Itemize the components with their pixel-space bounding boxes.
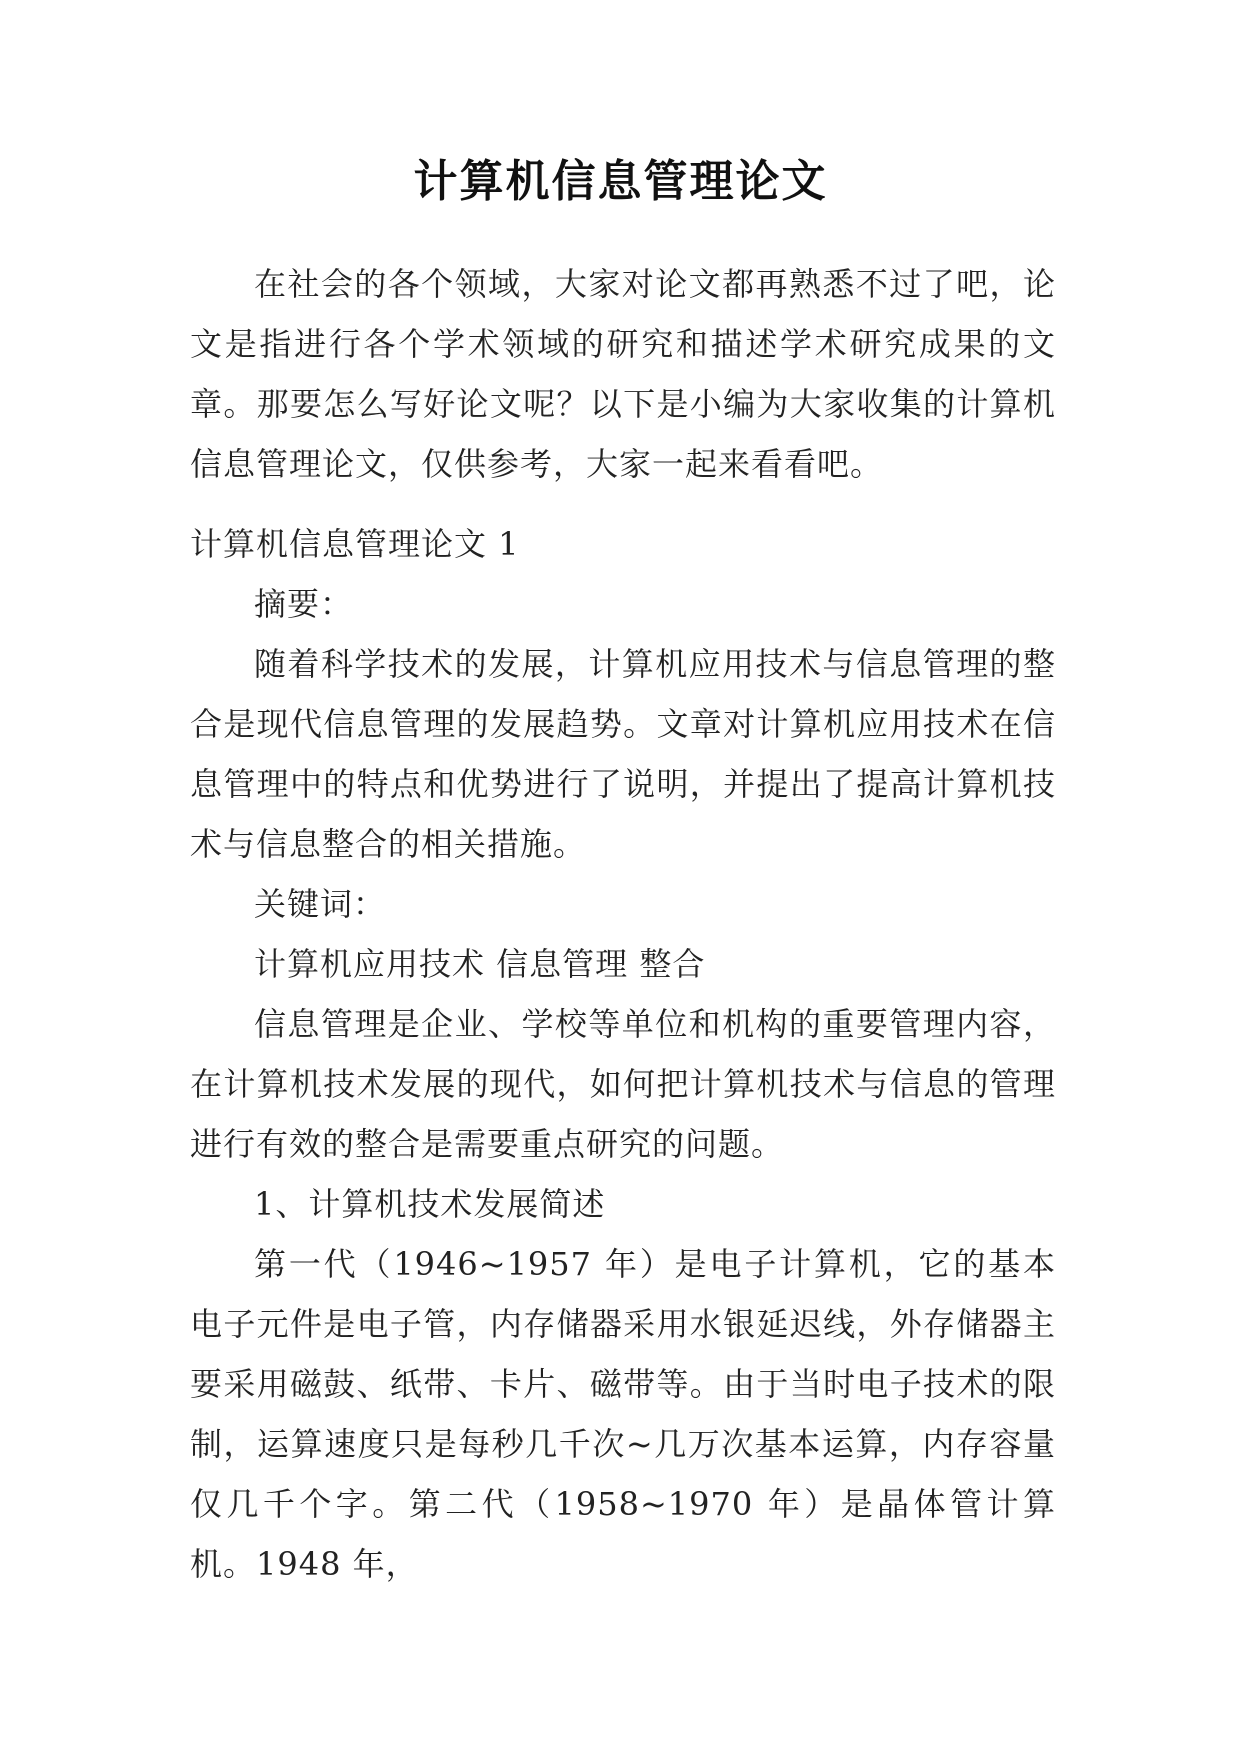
info-management-paragraph: 信息管理是企业、学校等单位和机构的重要管理内容，在计算机技术发展的现代，如何把计算机技术与信息的管理进行有效的整合是需要重点研究的问题。 xyxy=(190,1005,1056,1163)
abstract-paragraph: 随着科学技术的发展，计算机应用技术与信息管理的整合是现代信息管理的发展趋势。文章对计算机应用技术在信息管理中的特点和优势进行了说明，并提出了提高计算机技术与信息整合的相关措施。 xyxy=(190,645,1056,863)
section-heading: 计算机信息管理论文 1 xyxy=(190,525,520,563)
keywords-text: 计算机应用技术 信息管理 整合 xyxy=(254,945,706,983)
document-title: 计算机信息管理论文 xyxy=(413,156,828,207)
subheading-computer-history: 1、计算机技术发展简述 xyxy=(254,1185,606,1223)
intro-paragraph: 在社会的各个领域，大家对论文都再熟悉不过了吧，论文是指进行各个学术领域的研究和描述学术研究成果的文章。那要怎么写好论文呢？以下是小编为大家收集的计算机信息管理论文，仅供参考，大家一起来看看吧。 xyxy=(190,265,1056,483)
keywords-label: 关键词： xyxy=(254,885,387,923)
document-body xyxy=(190,254,1056,494)
computer-generations-paragraph: 第一代（1946~1957 年）是电子计算机，它的基本电子元件是电子管，内存储器采用水银延迟线，外存储器主要采用磁鼓、纸带、卡片、磁带等。由于当时电子技术的限制，运算速度只是每秒几千次~几万次基本运算，内存容量仅几千个字。第二代（1958~1970 年）是晶体管计算机。1948 年， xyxy=(190,1245,1056,1583)
document-section xyxy=(190,514,1056,1594)
abstract-label: 摘要： xyxy=(254,585,354,623)
